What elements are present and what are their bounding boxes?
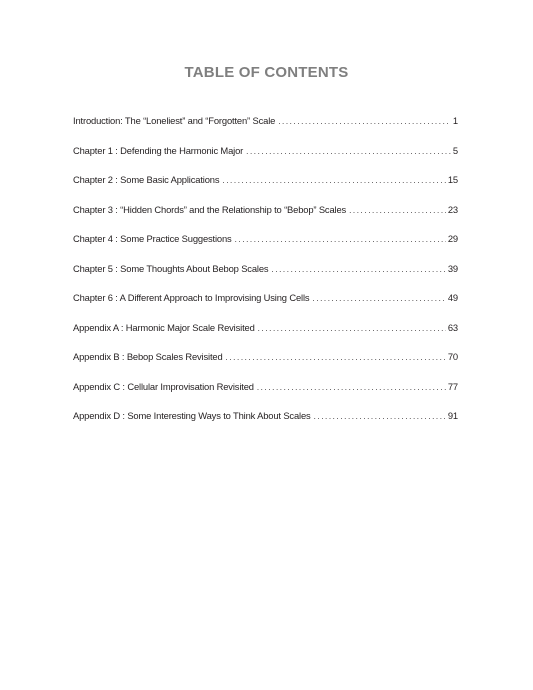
dot-leader [314, 412, 446, 421]
dot-leader [271, 265, 445, 274]
toc-entry[interactable] [73, 292, 458, 322]
toc-entry-label: Chapter 4 : Some Practice Suggestions [73, 233, 232, 244]
table-of-contents [73, 115, 458, 440]
toc-entry[interactable] [73, 263, 458, 293]
toc-entry-label: Appendix B : Bebop Scales Revisited [73, 351, 223, 362]
toc-entry-label: Appendix C : Cellular Improvisation Revisited [73, 380, 254, 392]
dot-leader [278, 117, 451, 126]
dot-leader [312, 294, 445, 303]
dot-leader [226, 353, 446, 362]
dot-leader [246, 147, 451, 156]
toc-entry[interactable] [73, 115, 458, 145]
dot-leader [257, 383, 446, 392]
dot-leader [235, 235, 446, 244]
toc-entry-label: Chapter 6 : A Different Approach to Improvising Using Cells [73, 292, 310, 303]
toc-entry-page: 49 [447, 292, 458, 303]
toc-entry-page: 70 [447, 351, 458, 362]
toc-entry-label: Chapter 1 : Defending the Harmonic Major [73, 144, 244, 156]
toc-entry-label: Chapter 3 : “Hidden Chords” and the Relationship to “Bebop” Scales [73, 203, 347, 215]
toc-entry-page: 23 [447, 203, 458, 215]
toc-entry[interactable] [73, 145, 458, 175]
toc-entry-label: Appendix A : Harmonic Major Scale Revisited [73, 321, 255, 333]
toc-entry[interactable] [73, 322, 458, 352]
toc-entry-page: 91 [447, 410, 458, 421]
dot-leader [349, 206, 446, 215]
toc-entry[interactable] [73, 233, 458, 263]
toc-entry-page: 63 [447, 321, 458, 333]
toc-entry-page: 15 [447, 174, 458, 185]
toc-entry-label: Chapter 2 : Some Basic Applications [73, 174, 220, 185]
toc-entry-page: 77 [447, 380, 458, 392]
toc-entry[interactable] [73, 204, 458, 234]
toc-entry-label: Introduction: The “Loneliest” and “Forgotten” Scale [73, 115, 276, 126]
toc-entry[interactable] [73, 351, 458, 381]
toc-entry-page: 29 [447, 233, 458, 244]
toc-entry[interactable] [73, 381, 458, 411]
toc-entry[interactable] [73, 410, 458, 440]
dot-leader [258, 324, 446, 333]
toc-entry-page: 1 [452, 115, 458, 126]
toc-entry-page: 39 [447, 262, 458, 274]
toc-entry[interactable] [73, 174, 458, 204]
page-title: TABLE OF CONTENTS [184, 64, 349, 81]
dot-leader [222, 176, 445, 185]
toc-entry-label: Appendix D : Some Interesting Ways to Think About Scales [73, 410, 311, 421]
toc-entry-label: Chapter 5 : Some Thoughts About Bebop Scales [73, 262, 269, 274]
toc-entry-page: 5 [452, 144, 458, 156]
